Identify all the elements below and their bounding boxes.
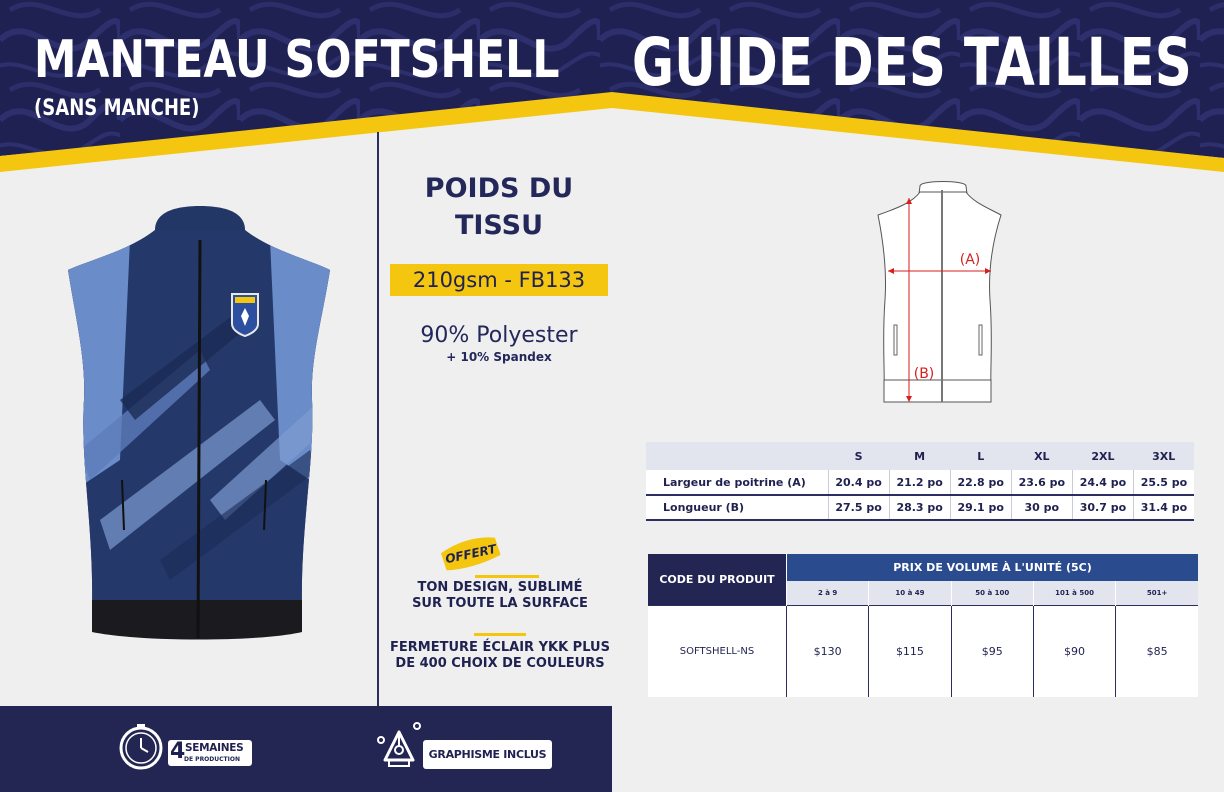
price-cell: $90 [1033, 605, 1115, 697]
fabric-composition: 90% Polyester [420, 323, 578, 348]
table-cell: 25.5 po [1133, 470, 1194, 495]
table-cell: 29.1 po [950, 495, 1011, 520]
quantity-range: 2 à 9 [787, 581, 869, 605]
size-header-3xl: 3XL [1133, 442, 1194, 470]
table-cell: 20.4 po [828, 470, 889, 495]
size-header-xl: XL [1011, 442, 1072, 470]
table-cell: 30 po [1011, 495, 1072, 520]
production-weeks-sub: DE PRODUCTION [184, 756, 240, 763]
feature-design [385, 580, 615, 612]
table-cell: 21.2 po [889, 470, 950, 495]
feature-zipper-line-2: DE 400 CHOIX DE COULEURS [395, 656, 605, 671]
table-cell: 28.3 po [889, 495, 950, 520]
table-cell: 23.6 po [1011, 470, 1072, 495]
table-cell: 24.4 po [1072, 470, 1133, 495]
production-weeks-number: 4 [170, 739, 186, 764]
feature-zipper [385, 640, 615, 672]
price-cell: $130 [787, 605, 869, 697]
feature-design-line-2: SUR TOUTE LA SURFACE [412, 596, 588, 611]
volume-price-header: PRIX DE VOLUME À L'UNITÉ (5C) [787, 554, 1199, 581]
size-table [646, 442, 1194, 521]
price-cell: $85 [1116, 605, 1198, 697]
table-cell: 31.4 po [1133, 495, 1194, 520]
size-guide-title: GUIDE DES TAILLES [632, 24, 1192, 101]
row-label: Longueur (B) [646, 495, 828, 520]
size-header-blank [646, 442, 828, 470]
size-header-l: L [950, 442, 1011, 470]
size-header-s: S [828, 442, 889, 470]
fabric-composition-sub: + 10% Spandex [446, 350, 552, 364]
offert-badge [436, 535, 506, 575]
quantity-range: 101 à 500 [1033, 581, 1115, 605]
feature-zipper-line-1: FERMETURE ÉCLAIR YKK PLUS [390, 640, 610, 655]
price-cell: $115 [869, 605, 951, 697]
quantity-range: 501+ [1116, 581, 1198, 605]
pen-tool-icon [375, 720, 427, 772]
clock-icon [117, 722, 167, 772]
yellow-accent-line [474, 633, 526, 636]
quantity-range: 50 à 100 [951, 581, 1033, 605]
row-label: Largeur de poitrine (A) [646, 470, 828, 495]
fabric-weight-badge: 210gsm - FB133 [390, 264, 608, 296]
fabric-weight-title: POIDS DU TISSU [424, 173, 574, 241]
size-diagram [868, 180, 1018, 420]
size-header-2xl: 2XL [1072, 442, 1133, 470]
size-header-m: M [889, 442, 950, 470]
production-weeks-label: SEMAINES [185, 742, 244, 754]
feature-design-line-1: TON DESIGN, SUBLIMÉ [417, 580, 583, 595]
column-divider [377, 132, 379, 708]
vest-image [60, 200, 340, 650]
table-cell: 22.8 po [950, 470, 1011, 495]
product-code-header: CODE DU PRODUIT [648, 554, 787, 605]
product-subtitle: (SANS MANCHE) [34, 96, 200, 121]
header-banner [0, 0, 1224, 180]
diagram-label-b: (B) [913, 366, 935, 382]
table-cell: 30.7 po [1072, 495, 1133, 520]
table-row [648, 605, 1198, 697]
product-title: MANTEAU SOFTSHELL [34, 30, 560, 90]
product-code: SOFTSHELL-NS [648, 605, 787, 697]
table-row [646, 495, 1194, 520]
price-cell: $95 [951, 605, 1033, 697]
table-row [646, 470, 1194, 495]
price-table [648, 554, 1198, 697]
size-table-header-row [646, 442, 1194, 470]
yellow-accent-line [475, 575, 539, 578]
quantity-range: 10 à 49 [869, 581, 951, 605]
diagram-label-a: (A) [959, 252, 981, 268]
table-cell: 27.5 po [828, 495, 889, 520]
graphisme-badge: GRAPHISME INCLUS [423, 740, 552, 769]
offert-text: OFFERT [444, 541, 498, 567]
